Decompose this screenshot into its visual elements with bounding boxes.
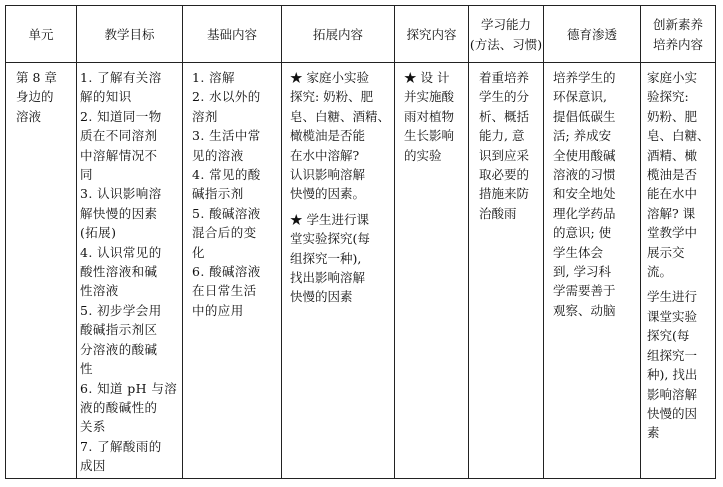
cell-line: 取必要的 <box>479 167 530 183</box>
cell-line: 液的酸碱性的 <box>80 399 158 415</box>
cell-line: 的意识; 使 <box>553 225 612 241</box>
cell-line: 酒精、橄 <box>647 147 698 163</box>
cell-line: 溶液的习惯 <box>553 167 616 183</box>
header-divider <box>5 62 716 63</box>
cell-line: 能在水中 <box>647 186 698 202</box>
cell-line: 找出影响溶解 <box>290 270 366 286</box>
cell-line: 1. 溶解 <box>192 70 235 85</box>
cell-moral <box>553 68 616 320</box>
cell-line: 身边的 <box>16 89 54 105</box>
cell-line: 在日常生活 <box>192 283 257 299</box>
cell-line: 酸性溶液和碱 <box>80 264 158 280</box>
header-moral: 德育渗透 <box>566 27 617 42</box>
cell-line: 3. 生活中常 <box>192 128 261 144</box>
cell-line: 组探究一 <box>647 347 698 363</box>
cell-line: 快慢的因素。 <box>290 186 366 202</box>
cell-goals <box>80 68 177 476</box>
cell-line: 探究(每 <box>647 328 690 344</box>
header-innovation: 创新素养 培养内容 <box>652 17 703 52</box>
cell-line: 活; 养成安 <box>553 128 612 144</box>
cell-line: 识到应采 <box>479 147 530 163</box>
cell-line: 第 8 章 <box>16 70 57 85</box>
cell-line: 解的知识 <box>80 89 132 105</box>
cell-line: 化 <box>192 244 205 260</box>
cell-line: 能力, 意 <box>479 128 525 144</box>
cell-line: 组探究一种), <box>290 250 362 266</box>
header-ability: 学习能力 (方法、习惯) <box>469 17 543 52</box>
column-divider <box>468 5 469 479</box>
cell-line: 3. 认识影响溶 <box>80 186 162 202</box>
cell-line: 环保意识, <box>553 89 607 105</box>
header-basic: 基础内容 <box>206 27 257 42</box>
column-divider <box>394 5 395 479</box>
cell-line: 榄油是否 <box>647 167 698 183</box>
cell-line: ★ 设 计 <box>404 70 450 85</box>
cell-line: 2. 水以外的 <box>192 89 261 105</box>
cell-line: 见的溶液 <box>192 147 244 163</box>
cell-line: 堂实验探究(每 <box>290 231 370 247</box>
header-extend: 拓展内容 <box>312 27 363 42</box>
cell-ability <box>479 68 529 223</box>
cell-extend <box>290 68 390 307</box>
cell-line: 雨对植物 <box>404 108 455 124</box>
cell-line: 和安全地处 <box>553 186 616 202</box>
cell-line: 溶解? 课 <box>647 205 696 221</box>
extend-block-class <box>290 210 390 307</box>
cell-line: 橄榄油是否能 <box>290 128 366 144</box>
column-divider <box>76 5 77 479</box>
cell-line: 中的应用 <box>192 302 244 318</box>
cell-line: 1. 了解有关溶 <box>80 70 162 85</box>
cell-line: 4. 认识常见的 <box>80 244 162 260</box>
cell-line: 种), 找出 <box>647 367 698 383</box>
extend-block-home <box>290 68 390 210</box>
cell-line: 学生体会 <box>553 244 604 260</box>
cell-line: 家庭小实 <box>647 70 698 85</box>
column-divider <box>281 5 282 479</box>
cell-basic <box>192 68 261 320</box>
cell-line: 析、概括 <box>479 108 530 124</box>
cell-line: 2. 知道同一物 <box>80 108 162 124</box>
cell-line: 影响溶解 <box>647 386 698 402</box>
cell-line: 到, 学习科 <box>553 264 611 280</box>
cell-line: 堂教学中 <box>647 225 698 241</box>
cell-line: 素 <box>647 425 660 441</box>
cell-line: 混合后的变 <box>192 225 257 241</box>
cell-line: 成因 <box>80 458 106 474</box>
cell-line: 性 <box>80 361 93 377</box>
innovation-block-home <box>647 68 710 287</box>
cell-line: 在水中溶解? <box>290 147 360 163</box>
cell-line: 学需要善于 <box>553 283 616 299</box>
cell-line: 质在不同溶剂 <box>80 128 158 144</box>
header-unit: 单元 <box>28 27 54 42</box>
cell-line: 全使用酸碱 <box>553 147 616 163</box>
cell-line: 溶剂 <box>192 108 218 124</box>
cell-line: 治酸雨 <box>479 205 517 221</box>
cell-line: 酸碱指示剂区 <box>80 322 158 338</box>
cell-line: 验探究: <box>647 89 689 105</box>
cell-line: 中溶解情况不 <box>80 147 158 163</box>
cell-line: 课堂实验 <box>647 308 698 324</box>
cell-line: 性溶液 <box>80 283 119 299</box>
cell-line: 4. 常见的酸 <box>192 167 261 183</box>
cell-line: 培养学生的 <box>553 70 616 85</box>
cell-line: 6. 酸碱溶液 <box>192 264 261 280</box>
cell-innovation <box>647 68 710 443</box>
cell-line: 着重培养 <box>479 70 530 85</box>
column-divider <box>640 5 641 479</box>
cell-line: 6. 知道 pH 与溶 <box>80 380 178 396</box>
cell-line: (拓展) <box>80 225 117 241</box>
cell-line: 7. 了解酸雨的 <box>80 438 162 454</box>
cell-line: 皂、白糖、酒精、 <box>290 108 391 124</box>
cell-line: 5. 初步学会用 <box>80 302 162 318</box>
cell-line: ★ 家庭小实验 <box>290 70 369 85</box>
cell-line: 措施来防 <box>479 186 530 202</box>
cell-line: 流。 <box>647 264 673 280</box>
column-divider <box>543 5 544 479</box>
cell-line: ★ 学生进行课 <box>290 211 369 227</box>
header-goals: 教学目标 <box>104 27 155 42</box>
cell-line: 分溶液的酸碱 <box>80 341 158 357</box>
cell-line: 碱指示剂 <box>192 186 244 202</box>
cell-line: 生长影响 <box>404 128 455 144</box>
cell-unit <box>16 68 57 126</box>
cell-line: 理化学药品 <box>553 205 616 221</box>
cell-line: 关系 <box>80 419 106 435</box>
cell-line: 解快慢的因素 <box>80 205 158 221</box>
cell-explore <box>404 68 454 165</box>
cell-line: 并实施酸 <box>404 89 455 105</box>
cell-line: 展示交 <box>647 244 685 260</box>
cell-line: 探究: 奶粉、肥 <box>290 89 374 105</box>
cell-line: 5. 酸碱溶液 <box>192 205 261 221</box>
cell-line: 的实验 <box>404 147 442 163</box>
cell-line: 皂、白糖、 <box>647 128 710 144</box>
cell-line: 快慢的因 <box>647 405 698 421</box>
cell-line: 奶粉、肥 <box>647 108 698 124</box>
header-explore: 探究内容 <box>406 27 457 42</box>
cell-line: 同 <box>80 167 93 183</box>
cell-line: 溶液 <box>16 108 42 124</box>
cell-line: 学生的分 <box>479 89 530 105</box>
cell-line: 学生进行 <box>647 289 698 305</box>
cell-line: 提倡低碳生 <box>553 108 616 124</box>
innovation-block-class <box>647 287 710 442</box>
column-divider <box>182 5 183 479</box>
cell-line: 观察、动脑 <box>553 302 616 318</box>
cell-line: 快慢的因素 <box>290 289 353 305</box>
cell-line: 认识影响溶解 <box>290 167 366 183</box>
